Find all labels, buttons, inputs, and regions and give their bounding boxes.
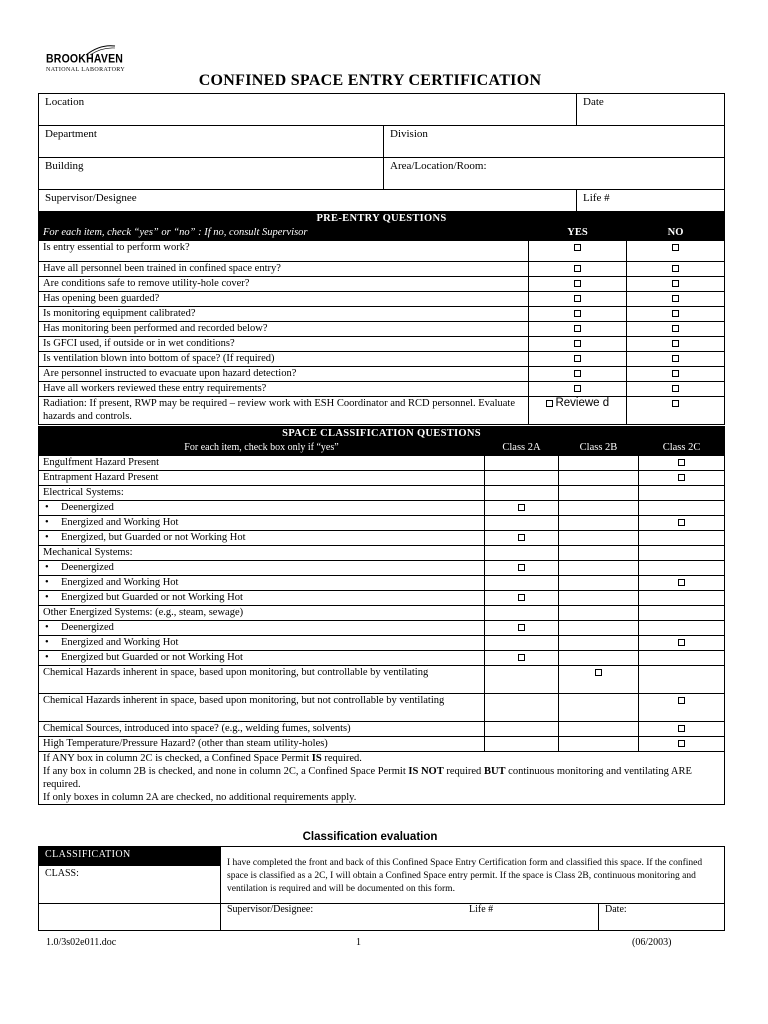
class-2a-cell: [485, 666, 559, 694]
no-checkbox[interactable]: [672, 295, 679, 302]
no-checkbox[interactable]: [672, 370, 679, 377]
logo-swoosh-icon: [86, 44, 116, 56]
yes-checkbox[interactable]: [574, 325, 581, 332]
signature-date-field[interactable]: Date:: [599, 904, 725, 931]
pre-entry-question: Are personnel instructed to evacuate upon hazard detection?: [39, 367, 529, 382]
class-2c-cell: [639, 531, 725, 546]
yes-checkbox[interactable]: [574, 310, 581, 317]
classification-label: CLASSIFICATION: [39, 847, 221, 866]
supervisor-signature-label: Supervisor/Designee:: [227, 904, 314, 915]
class-2a-header: Class 2A: [485, 441, 559, 456]
class-2a-cell: [485, 516, 559, 531]
class-2a-checkbox[interactable]: [518, 504, 525, 511]
class-2b-cell: [559, 606, 639, 621]
certification-statement: I have completed the front and back of this Confined Space Entry Certification form and classified this space. If the confined space is classified as a 2C, I will obtain a Confined Space entry permit. If the space is Class 2B, continuous monitoring and ventilation is required and will be documented on this form.: [221, 847, 725, 904]
yes-cell: [529, 292, 627, 307]
class-2c-cell: [639, 621, 725, 636]
yes-checkbox[interactable]: [574, 265, 581, 272]
classification-item: Mechanical Systems:: [39, 546, 485, 561]
classification-sub-item: • Deenergized: [39, 621, 485, 636]
class-2b-cell: [559, 456, 639, 471]
classification-sub-item: • Energized and Working Hot: [39, 636, 485, 651]
no-checkbox[interactable]: [672, 325, 679, 332]
life-number-field[interactable]: Life #: [577, 190, 725, 222]
yes-checkbox[interactable]: [574, 340, 581, 347]
class-2a-cell: [485, 471, 559, 486]
class-2b-cell: [559, 576, 639, 591]
class-2b-cell: [559, 561, 639, 576]
classification-row: [39, 516, 725, 531]
form-title: CONFINED SPACE ENTRY CERTIFICATION: [198, 72, 542, 89]
no-cell: [627, 367, 725, 382]
no-cell: [627, 352, 725, 367]
classification-item: Electrical Systems:: [39, 486, 485, 501]
class-2b-cell: [559, 531, 639, 546]
pre-entry-row: [39, 307, 725, 322]
footer-revision: (06/2003): [632, 937, 672, 948]
classification-row: [39, 666, 725, 694]
class-2a-checkbox[interactable]: [518, 594, 525, 601]
class-2c-cell: [639, 516, 725, 531]
yes-cell: [529, 307, 627, 322]
class-2c-cell: [639, 471, 725, 486]
class-2a-checkbox[interactable]: [518, 564, 525, 571]
date-field[interactable]: Date: [577, 94, 725, 126]
classification-sub-item: • Energized and Working Hot: [39, 576, 485, 591]
yes-cell: [529, 262, 627, 277]
class-2b-cell: [559, 516, 639, 531]
no-column-header: NO: [627, 226, 725, 241]
class-2a-cell: [485, 651, 559, 666]
classification-row: [39, 621, 725, 636]
class-2c-checkbox[interactable]: [678, 697, 685, 704]
class-2a-cell: [485, 486, 559, 501]
class-2b-cell: [559, 471, 639, 486]
pre-entry-question: Have all workers reviewed these entry requirements?: [39, 382, 529, 397]
classification-item: Engulfment Hazard Present: [39, 456, 485, 471]
class-2a-cell: [485, 722, 559, 737]
life-number-label: Life #: [469, 904, 494, 915]
reviewed-checkbox[interactable]: [546, 400, 553, 407]
class-2c-checkbox[interactable]: [678, 519, 685, 526]
pre-entry-question: Are conditions safe to remove utility-hole cover?: [39, 277, 529, 292]
class-2c-cell: [639, 501, 725, 516]
classification-row: [39, 471, 725, 486]
class-2a-cell: [485, 737, 559, 752]
class-2c-cell: [639, 606, 725, 621]
class-2c-cell: [639, 561, 725, 576]
class-2b-checkbox[interactable]: [595, 669, 602, 676]
class-2c-cell: [639, 722, 725, 737]
pre-entry-row: [39, 262, 725, 277]
class-2b-cell: [559, 546, 639, 561]
classification-sub-item: • Deenergized: [39, 501, 485, 516]
classification-item: Chemical Sources, introduced into space? (e.g., welding fumes, solvents): [39, 722, 485, 737]
classification-item: High Temperature/Pressure Hazard? (other than steam utility-holes): [39, 737, 485, 752]
yes-checkbox[interactable]: [574, 295, 581, 302]
classification-sub-item: • Energized, but Guarded or not Working Hot: [39, 531, 485, 546]
classification-row: [39, 546, 725, 561]
no-checkbox[interactable]: [672, 310, 679, 317]
radiation-question: Radiation: If present, RWP may be required – review work with ESH Coordinator and RCD personnel. Evaluate hazards and controls.: [39, 397, 529, 425]
yes-cell: [529, 367, 627, 382]
classification-sub-item: • Deenergized: [39, 561, 485, 576]
yes-cell: [529, 322, 627, 337]
logo-subtitle: NATIONAL LABORATORY: [46, 67, 126, 73]
no-checkbox[interactable]: [672, 400, 679, 407]
yes-cell: [529, 382, 627, 397]
class-2c-cell: [639, 694, 725, 722]
class-2b-cell: [559, 486, 639, 501]
yes-checkbox[interactable]: [574, 385, 581, 392]
pre-entry-question: Is GFCI used, if outside or in wet conditions?: [39, 337, 529, 352]
yes-cell: [529, 352, 627, 367]
space-class-heading: SPACE CLASSIFICATION QUESTIONS: [39, 427, 725, 441]
class-2b-cell: [559, 694, 639, 722]
no-cell: [627, 262, 725, 277]
class-2a-cell: [485, 591, 559, 606]
classification-row: [39, 722, 725, 737]
division-field[interactable]: Division: [384, 126, 725, 158]
note-permit-required: • If ANY box in column 2C is checked, a Confined Space Permit IS required.: [43, 752, 720, 765]
class-2a-cell: [485, 546, 559, 561]
pre-entry-row: [39, 352, 725, 367]
class-2c-cell: [639, 636, 725, 651]
class-2c-checkbox[interactable]: [678, 740, 685, 747]
pre-entry-row: [39, 367, 725, 382]
class-2a-checkbox[interactable]: [518, 654, 525, 661]
classification-item: Chemical Hazards inherent in space, based upon monitoring, but controllable by ventilating: [39, 666, 485, 694]
location-field[interactable]: Location: [39, 94, 577, 126]
class-2b-cell: [559, 501, 639, 516]
no-cell: [627, 322, 725, 337]
class-2b-cell: [559, 591, 639, 606]
note-monitoring-required: • If any box in column 2B is checked, and none in column 2C, a Confined Space Permit IS NOT required BUT continuous monitoring and ventilating ARE required.: [43, 765, 720, 791]
pre-entry-table: [38, 211, 725, 425]
class-2a-cell: [485, 456, 559, 471]
yes-cell: [529, 241, 627, 262]
classification-row: [39, 737, 725, 752]
no-checkbox[interactable]: [672, 265, 679, 272]
class-2c-header: Class 2C: [639, 441, 725, 456]
class-2c-checkbox[interactable]: [678, 579, 685, 586]
pre-entry-heading: PRE-ENTRY QUESTIONS: [39, 212, 725, 226]
class-2a-cell: [485, 606, 559, 621]
class-2a-cell: [485, 561, 559, 576]
space-class-instruction: For each item, check box only if “yes”: [39, 441, 485, 456]
classification-row: [39, 606, 725, 621]
no-cell: [627, 292, 725, 307]
footer-page-number: 1: [356, 937, 361, 948]
classification-row: [39, 531, 725, 546]
yes-cell: [529, 337, 627, 352]
pre-entry-instruction: For each item, check “yes” or “no” : If no, consult Supervisor: [39, 226, 529, 241]
class-2b-cell: [559, 651, 639, 666]
logo-wordmark: BROOKHAVEN: [46, 52, 124, 66]
department-field[interactable]: Department: [39, 126, 384, 158]
class-2b-cell: [559, 737, 639, 752]
classification-sub-item: • Energized but Guarded or not Working Hot: [39, 591, 485, 606]
yes-column-header: YES: [529, 226, 627, 241]
yes-checkbox[interactable]: [574, 244, 581, 251]
yes-cell: [529, 277, 627, 292]
classification-row: [39, 576, 725, 591]
pre-entry-question: Have all personnel been trained in confined space entry?: [39, 262, 529, 277]
pre-entry-row: [39, 277, 725, 292]
class-2c-cell: [639, 546, 725, 561]
classification-row: [39, 651, 725, 666]
class-2b-header: Class 2B: [559, 441, 639, 456]
class-2a-cell: [485, 694, 559, 722]
class-2b-cell: [559, 621, 639, 636]
reviewed-label: Reviewe d: [555, 397, 610, 409]
no-checkbox[interactable]: [672, 244, 679, 251]
class-2a-checkbox[interactable]: [518, 624, 525, 631]
class-2a-cell: [485, 576, 559, 591]
class-2a-cell: [485, 636, 559, 651]
classification-row: [39, 591, 725, 606]
no-checkbox[interactable]: [672, 280, 679, 287]
yes-checkbox[interactable]: [574, 355, 581, 362]
pre-entry-row: [39, 382, 725, 397]
evaluation-table: [38, 846, 725, 931]
footer-doc-id: 1.0/3s02e011.doc: [46, 937, 117, 948]
note-no-requirements: • If only boxes in column 2A are checked, no additional requirements apply.: [43, 791, 720, 804]
classification-item: Entrapment Hazard Present: [39, 471, 485, 486]
class-2b-cell: [559, 666, 639, 694]
class-blank-cell[interactable]: [39, 904, 221, 931]
classification-row: [39, 561, 725, 576]
class-2c-cell: [639, 576, 725, 591]
supervisor-field[interactable]: Supervisor/Designee: [39, 190, 577, 222]
pre-entry-row: [39, 337, 725, 352]
classification-row: [39, 486, 725, 501]
class-field[interactable]: CLASS:: [39, 866, 221, 904]
area-field[interactable]: Area/Location/Room:: [384, 158, 725, 190]
header-info-table: [38, 93, 725, 222]
building-field[interactable]: Building: [39, 158, 384, 190]
class-2a-checkbox[interactable]: [518, 534, 525, 541]
no-checkbox[interactable]: [672, 355, 679, 362]
class-2c-checkbox[interactable]: [678, 474, 685, 481]
classification-row: [39, 501, 725, 516]
class-2c-cell: [639, 456, 725, 471]
supervisor-signature-field[interactable]: [221, 904, 599, 931]
yes-checkbox[interactable]: [574, 280, 581, 287]
class-2b-cell: [559, 722, 639, 737]
classification-row: [39, 636, 725, 651]
class-2c-cell: [639, 486, 725, 501]
class-2a-cell: [485, 531, 559, 546]
pre-entry-question: Has monitoring been performed and recorded below?: [39, 322, 529, 337]
no-cell: [627, 241, 725, 262]
no-cell: [627, 307, 725, 322]
class-2c-cell: [639, 666, 725, 694]
pre-entry-question: Is entry essential to perform work?: [39, 241, 529, 262]
reviewed-cell: [529, 397, 627, 425]
no-cell: [627, 382, 725, 397]
class-2a-cell: [485, 501, 559, 516]
class-2b-cell: [559, 636, 639, 651]
no-cell: [627, 337, 725, 352]
class-2a-cell: [485, 621, 559, 636]
pre-entry-question: Is monitoring equipment calibrated?: [39, 307, 529, 322]
pre-entry-row: [39, 322, 725, 337]
classification-item: Other Energized Systems: (e.g., steam, sewage): [39, 606, 485, 621]
classification-notes: [39, 752, 725, 805]
yes-checkbox[interactable]: [574, 370, 581, 377]
evaluation-heading: Classification evaluation: [302, 831, 438, 843]
class-2c-checkbox[interactable]: [678, 725, 685, 732]
class-2c-checkbox[interactable]: [678, 639, 685, 646]
no-cell: [627, 277, 725, 292]
space-classification-table: [38, 426, 725, 805]
classification-sub-item: • Energized but Guarded or not Working Hot: [39, 651, 485, 666]
class-2c-cell: [639, 591, 725, 606]
no-checkbox[interactable]: [672, 340, 679, 347]
classification-row: [39, 694, 725, 722]
pre-entry-row: [39, 292, 725, 307]
classification-row: [39, 456, 725, 471]
classification-sub-item: • Energized and Working Hot: [39, 516, 485, 531]
pre-entry-question: Is ventilation blown into bottom of space? (If required): [39, 352, 529, 367]
no-checkbox[interactable]: [672, 385, 679, 392]
class-2c-cell: [639, 737, 725, 752]
pre-entry-question: Has opening been guarded?: [39, 292, 529, 307]
classification-item: Chemical Hazards inherent in space, based upon monitoring, but not controllable by ventilating: [39, 694, 485, 722]
class-2c-cell: [639, 651, 725, 666]
class-2c-checkbox[interactable]: [678, 459, 685, 466]
pre-entry-row: [39, 241, 725, 262]
